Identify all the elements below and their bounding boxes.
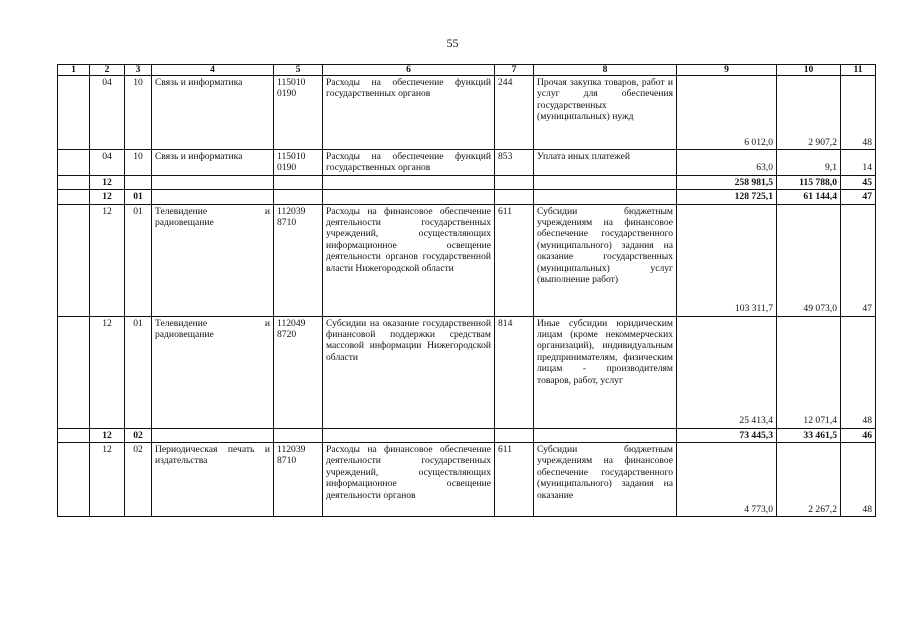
cell-value-10: 2 907,2	[777, 76, 841, 150]
column-header: 8	[534, 65, 677, 76]
cell-value-11: 47	[841, 204, 876, 316]
cell-kind: 611	[495, 204, 534, 316]
table-row	[58, 316, 876, 428]
cell-kind: 244	[495, 76, 534, 150]
cell-subsection: 02	[125, 428, 152, 442]
section-total-row	[58, 175, 876, 189]
cell-empty	[323, 428, 495, 442]
cell-empty	[58, 175, 90, 189]
cell-section: 12	[90, 175, 125, 189]
cell-section: 04	[90, 150, 125, 176]
cell-subsection: 01	[125, 190, 152, 204]
cell-value-10: 115 788,0	[777, 175, 841, 189]
cell-expense: Субсидии на оказание государственной финансовой поддержки средствам массовой информации Нижегородской области	[323, 316, 495, 428]
cell-value-9: 25 413,4	[677, 316, 777, 428]
page-number: 55	[446, 36, 459, 50]
cell-empty	[323, 190, 495, 204]
cell-empty	[58, 150, 90, 176]
subsection-total-row	[58, 428, 876, 442]
table-row	[58, 443, 876, 517]
cell-code	[274, 443, 323, 517]
cell-section: 12	[90, 190, 125, 204]
table-row	[58, 204, 876, 316]
cell-empty	[495, 190, 534, 204]
cell-value-11: 46	[841, 428, 876, 442]
cell-value-10: 2 267,2	[777, 443, 841, 517]
table-row	[58, 150, 876, 176]
cell-value-9: 6 012,0	[677, 76, 777, 150]
cell-value-9: 128 725,1	[677, 190, 777, 204]
cell-expense: Расходы на финансовое обеспечение деятельности государственных учреждений, осуществляющих информационное освещение деятельности органов государственной власти Нижегородской области	[323, 204, 495, 316]
cell-section: 12	[90, 428, 125, 442]
cell-empty	[274, 428, 323, 442]
cell-subsection: 01	[125, 316, 152, 428]
cell-name: Связь и информатика	[152, 76, 274, 150]
column-header: 2	[90, 65, 125, 76]
cell-empty	[534, 428, 677, 442]
cell-value-10: 33 461,5	[777, 428, 841, 442]
cell-value-11: 48	[841, 316, 876, 428]
cell-empty	[58, 443, 90, 517]
cell-section: 04	[90, 76, 125, 150]
cell-value-9: 63,0	[677, 150, 777, 176]
column-header: 4	[152, 65, 274, 76]
column-header: 1	[58, 65, 90, 76]
cell-subsection: 10	[125, 150, 152, 176]
cell-expense: Расходы на финансовое обеспечение деятельности государственных учреждений, осуществляющих информационное освещение деятельности органов	[323, 443, 495, 517]
cell-empty	[534, 175, 677, 189]
code-part-a: 115010	[277, 77, 306, 88]
cell-value-11: 45	[841, 175, 876, 189]
cell-subsection: 02	[125, 443, 152, 517]
column-header: 5	[274, 65, 323, 76]
cell-empty	[274, 190, 323, 204]
subsection-total-row	[58, 190, 876, 204]
cell-value-11: 14	[841, 150, 876, 176]
cell-name: Телевидение и радиовещание	[152, 204, 274, 316]
cell-kind-desc: Субсидии бюджетным учреждениям на финансовое обеспечение государственного (муниципального) задания на оказание государственных (муниципальных) услуг (выполнение работ)	[534, 204, 677, 316]
cell-kind-desc: Прочая закупка товаров, работ и услуг для обеспечения государственных (муниципальных) нужд	[534, 76, 677, 150]
cell-code	[274, 204, 323, 316]
cell-value-10: 12 071,4	[777, 316, 841, 428]
cell-value-11: 48	[841, 76, 876, 150]
cell-empty	[495, 175, 534, 189]
cell-section: 12	[90, 204, 125, 316]
cell-empty	[58, 428, 90, 442]
cell-value-10: 61 144,4	[777, 190, 841, 204]
code-part-b: 8710	[277, 455, 297, 467]
cell-expense: Расходы на обеспечение функций государственных органов	[323, 150, 495, 176]
cell-kind-desc: Уплата иных платежей	[534, 150, 677, 176]
cell-value-10: 49 073,0	[777, 204, 841, 316]
cell-empty	[534, 190, 677, 204]
cell-kind: 853	[495, 150, 534, 176]
column-header: 7	[495, 65, 534, 76]
code-part-a: 115010	[277, 151, 306, 162]
cell-value-9: 103 311,7	[677, 204, 777, 316]
cell-empty	[58, 316, 90, 428]
code-part-b: 0190	[277, 88, 297, 100]
cell-section: 12	[90, 443, 125, 517]
cell-kind-desc: Субсидии бюджетным учреждениям на финансовое обеспечение государственного (муниципального) задания на оказание	[534, 443, 677, 517]
column-header: 9	[677, 65, 777, 76]
column-header: 10	[777, 65, 841, 76]
cell-empty	[152, 428, 274, 442]
cell-empty	[274, 175, 323, 189]
column-number-row	[58, 65, 876, 76]
table-row	[58, 76, 876, 150]
code-part-b: 0190	[277, 162, 297, 174]
cell-empty	[152, 175, 274, 189]
cell-value-9: 4 773,0	[677, 443, 777, 517]
cell-empty	[323, 175, 495, 189]
cell-name: Связь и информатика	[152, 150, 274, 176]
code-part-a: 112049	[277, 317, 306, 329]
cell-kind: 611	[495, 443, 534, 517]
code-part-b: 8710	[277, 217, 297, 229]
cell-expense: Расходы на обеспечение функций государственных органов	[323, 76, 495, 150]
cell-empty	[58, 204, 90, 316]
code-part-b: 8720	[277, 329, 297, 341]
cell-value-11: 48	[841, 443, 876, 517]
column-header: 3	[125, 65, 152, 76]
cell-section: 12	[90, 316, 125, 428]
cell-empty	[58, 76, 90, 150]
cell-value-11: 47	[841, 190, 876, 204]
cell-code	[274, 316, 323, 428]
cell-kind: 814	[495, 316, 534, 428]
cell-value-9: 258 981,5	[677, 175, 777, 189]
cell-subsection: 10	[125, 76, 152, 150]
column-header: 6	[323, 65, 495, 76]
cell-name: Периодическая печать и издательства	[152, 443, 274, 517]
cell-empty	[152, 190, 274, 204]
budget-table	[57, 64, 876, 517]
cell-empty	[58, 190, 90, 204]
column-header: 11	[841, 65, 876, 76]
cell-empty	[495, 428, 534, 442]
cell-code	[274, 150, 323, 176]
cell-subsection: 01	[125, 204, 152, 316]
cell-value-10: 9,1	[777, 150, 841, 176]
cell-code	[274, 76, 323, 150]
code-part-a: 112039	[277, 444, 306, 456]
cell-kind-desc: Иные субсидии юридическим лицам (кроме некоммерческих организаций), индивидуальным предпринимателям, физическим лицам - производителям товаров, работ, услуг	[534, 316, 677, 428]
cell-empty	[125, 175, 152, 189]
cell-name: Телевидение и радиовещание	[152, 316, 274, 428]
code-part-a: 112039	[277, 205, 306, 217]
cell-value-9: 73 445,3	[677, 428, 777, 442]
